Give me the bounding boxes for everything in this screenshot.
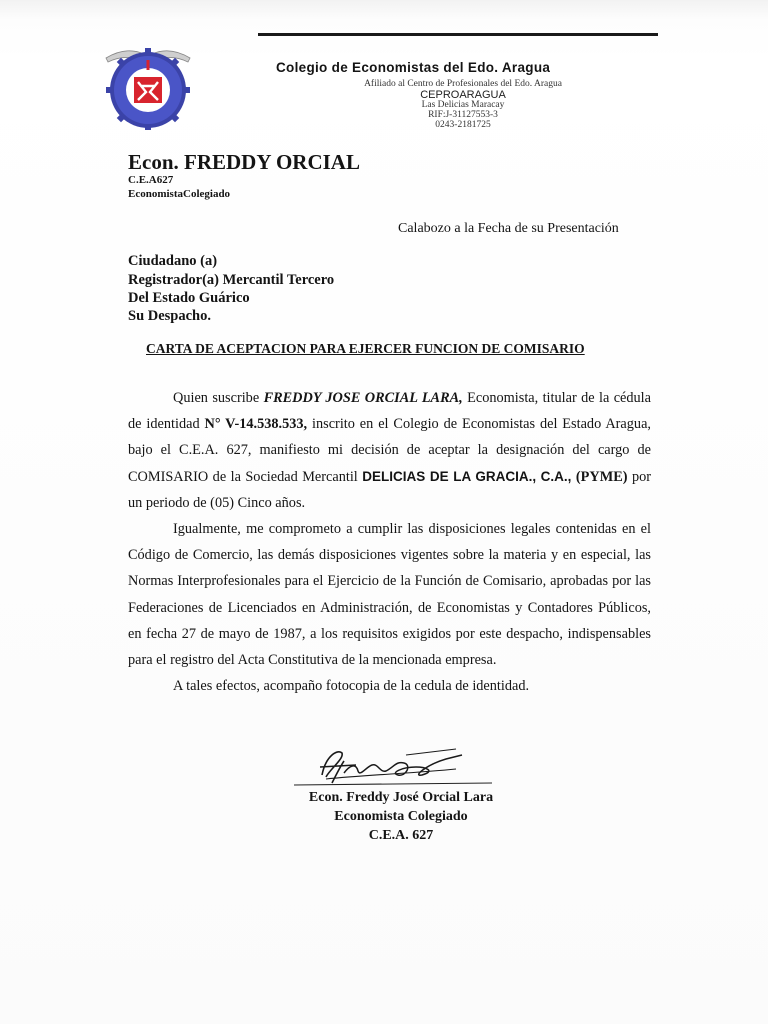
handwritten-signature — [286, 745, 506, 790]
addressee-line-1: Ciudadano (a) — [128, 253, 218, 269]
company-type: (PYME) — [571, 468, 628, 485]
place-date: Calabozo a la Fecha de su Presentación — [398, 221, 619, 236]
rif: RIF:J-31127553-3 — [428, 110, 498, 120]
author-title: EconomistaColegiado — [128, 188, 231, 200]
company-name: DELICIAS DE LA GRACIA., C.A., — [362, 468, 572, 484]
affiliation: Afiliado al Centro de Profesionales del Edo. Aragua — [364, 79, 562, 89]
org-name: Colegio de Economistas del Edo. Aragua — [276, 60, 551, 75]
header-rule — [258, 33, 658, 36]
signer-cea: C.E.A. 627 — [368, 828, 434, 843]
signer-name: Econ. Freddy José Orcial Lara — [308, 790, 494, 805]
addressee-line-4: Su Despacho. — [128, 308, 211, 324]
address: Las Delicias Maracay — [421, 100, 505, 110]
author-name: Econ. FREDDY ORCIAL — [128, 150, 360, 174]
phone: 0243-2181725 — [435, 120, 491, 130]
paragraph-2: Igualmente, me comprometo a cumplir las disposiciones legales contenidas en el Código de Comercio, las demás disposiciones vigentes sobre la materia y en especial, las Normas Interprofesionales para el Ejercicio de la Función de Comisario, aprobadas por las Federaciones de Licenciados en Administración, de Economistas y Contadores Públicos, en fecha 27 de mayo de 1987, a los requisitos exigidos por este despacho, indispensables para el registro del Acta Constitutiva de la mencionada empresa. — [128, 521, 651, 669]
paragraph-1 — [128, 385, 651, 516]
signature-block — [266, 788, 536, 845]
document-title: CARTA DE ACEPTACION PARA EJERCER FUNCION DE COMISARIO — [146, 341, 585, 356]
p1-text-d: por un periodo de (05) Cinco años. — [128, 468, 651, 511]
signer-title: Economista Colegiado — [334, 809, 468, 824]
signer-name-inline: FREDDY JOSE ORCIAL LARA, — [263, 390, 463, 406]
paragraph-3: A tales efectos, acompaño fotocopia de la cedula de identidad. — [173, 678, 530, 695]
addressee-line-2: Registrador(a) Mercantil Tercero — [128, 272, 335, 288]
p1-text-a: Quien suscribe — [173, 390, 264, 406]
author-cea: C.E.A627 — [128, 174, 174, 186]
letter-body — [128, 385, 651, 699]
acronym: CEPROARAGUA — [420, 89, 506, 101]
addressee-line-3: Del Estado Guárico — [128, 290, 250, 306]
p1-text-b: Economista, titular de la cédula de identidad — [128, 390, 651, 433]
college-seal-logo — [96, 40, 200, 130]
id-number: N° V-14.538.533, — [204, 416, 308, 433]
p1-text-c: inscrito en el Colegio de Economistas del Estado Aragua, bajo el C.E.A. 627, manifiesto mi decisión de aceptar la designación del cargo de COMISARIO de la Sociedad Mercantil — [128, 416, 651, 485]
